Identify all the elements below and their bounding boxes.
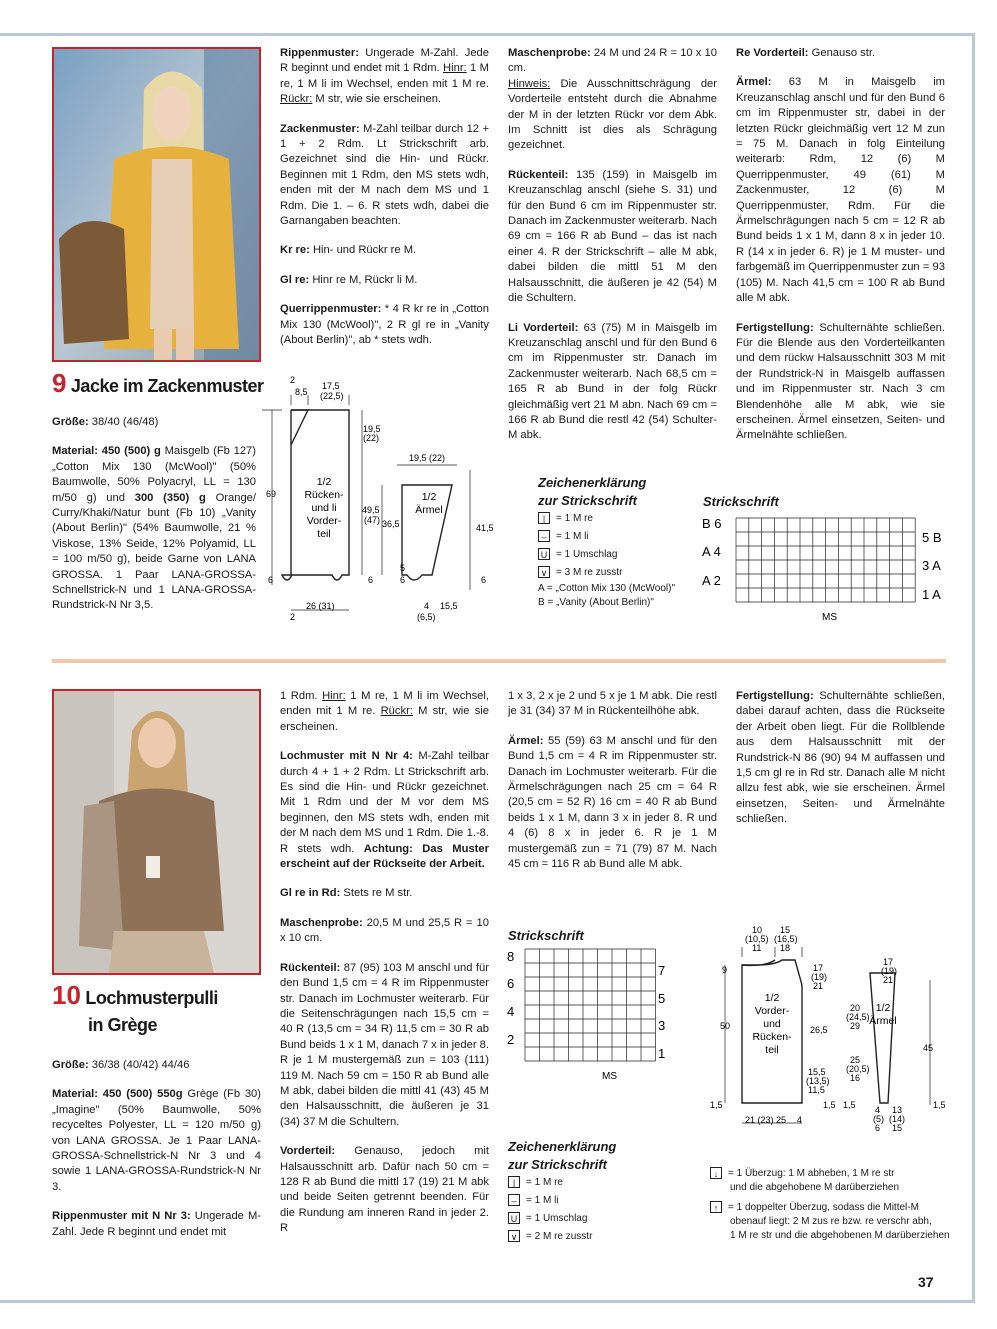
- legend-row: ∨ = 2 M re zusstr: [508, 1228, 616, 1246]
- knit-two-together-icon: ∨: [508, 1230, 520, 1242]
- purl-stitch-icon: –: [508, 1194, 520, 1206]
- svg-text:(24,5): (24,5): [846, 1012, 870, 1022]
- svg-text:(19): (19): [881, 966, 898, 976]
- svg-text:teil: teil: [317, 528, 331, 540]
- svg-text:1,5: 1,5: [843, 1100, 856, 1110]
- svg-text:Rücken-: Rücken-: [304, 489, 344, 501]
- svg-text:15,5: 15,5: [440, 601, 458, 611]
- svg-text:B 6: B 6: [702, 516, 722, 531]
- svg-text:11: 11: [752, 943, 762, 953]
- svg-text:8: 8: [507, 949, 515, 964]
- svg-text:1/2: 1/2: [316, 476, 332, 488]
- svg-text:45: 45: [923, 1043, 934, 1053]
- svg-text:Ärmel: Ärmel: [415, 504, 443, 516]
- knit-stitch-icon: |: [508, 1176, 520, 1188]
- svg-text:(14): (14): [889, 1114, 906, 1124]
- svg-text:15: 15: [892, 1123, 903, 1133]
- svg-text:(20,5): (20,5): [846, 1064, 870, 1074]
- svg-text:18: 18: [780, 943, 791, 953]
- svg-text:(16,5): (16,5): [774, 934, 798, 944]
- svg-text:13: 13: [892, 1105, 903, 1115]
- svg-text:(22,5): (22,5): [320, 391, 344, 401]
- svg-text:10: 10: [752, 925, 763, 935]
- svg-text:A 2: A 2: [702, 573, 721, 588]
- svg-text:(47): (47): [364, 515, 381, 525]
- svg-text:(5): (5): [873, 1114, 884, 1124]
- svg-text:1: 1: [658, 1046, 666, 1061]
- slip-stitch-decrease-icon: ↓: [710, 1167, 722, 1179]
- p10-legend: Zeichenerklärung zur Strickschrift | = 1 M re – = 1 M li U = 1 Umschlag ∨ = 2 M re zusstr: [508, 1138, 616, 1246]
- p9-chart-title: Strickschrift: [703, 494, 779, 509]
- svg-text:1 A: 1 A: [922, 587, 941, 602]
- svg-text:8,5: 8,5: [295, 387, 308, 397]
- svg-text:36,5: 36,5: [382, 519, 400, 529]
- svg-text:6: 6: [400, 575, 406, 585]
- svg-text:und li: und li: [311, 502, 337, 514]
- p10-knitting-chart: [505, 945, 675, 1085]
- svg-text:16: 16: [850, 1073, 861, 1083]
- svg-text:2: 2: [290, 612, 296, 622]
- svg-text:21: 21: [813, 981, 824, 991]
- legend-row: – = 1 M li: [538, 528, 675, 546]
- svg-text:Ärmel: Ärmel: [869, 1015, 897, 1027]
- p9-column-3: Maschenprobe: 24 M und 24 R = 10 x 10 cm. Hinweis: Die Ausschnittschrägung der Vorderteile entsteht durch die Abnahme der M in der letzten Rückr vor dem Abk. Im Schnitt ist dies als Schrägung gezeichnet. Rückenteil: 135 (159) in Maisgelb im Kreuzanschlag anschl (siehe S. 31) und für den Bund 6 cm im Rippenmuster str. Danach im Zackenmuster weiterarb. Nach 69 cm = 166 R ab Bund – das ist nach einer 4. R der Strickschrift – alle M abk, dabei bilden die mittl 51 M den Halsausschnitt, die äußeren je 42 (54) M die Schultern. Li Vorderteil: 63 (75) M in Maisgelb im Kreuzanschlag anschl und für den Bund 6 cm im Rippenmuster str. Danach im Zackenmuster weiterarb. Nach 68,5 cm = 165 R ab Bund in der folg Rückr gleichmäßig vert 21 M abn. Nach 69 cm = 166 R ab Bund die restl 42 (54) Schulter-M abk.: [508, 47, 718, 442]
- page-frame-top: [0, 33, 975, 36]
- svg-text:50: 50: [720, 1021, 731, 1031]
- svg-text:6: 6: [875, 1123, 881, 1133]
- page-frame-bottom: [0, 1300, 975, 1303]
- p9-column-2: Rippenmuster: Ungerade M-Zahl. Jede R beginnt und endet mit 1 Rdm. Hinr: 1 M re, 1 M li im Wechsel, enden mit 1 M re. Rückr: M str, wie sie erscheinen. Zackenmuster: M-Zahl teilbar durch 12 + 1 + 2 Rdm. Lt Strickschrift arb. Gezeichnet sind die Hin- und Rückr. Beginnen mit 1 Rdm, den MS stets wdh, enden mit der M nach dem MS und 1 Rdm. Die 1. – 6. R stets wdh, dabei die Garnangaben beachten. Kr re: Hin- und Rückr re M. Gl re: Hinr re M, Rückr li M. Querrippenmuster: * 4 R kr re in „Cotton Mix 130 (McWool)", 2 R gl re in „Vanity (About Berlin)", ab * stets wdh.: [280, 47, 489, 347]
- p9-knitting-chart: [700, 510, 950, 625]
- svg-text:(19): (19): [811, 972, 828, 982]
- p10-legend-right: ↓ = 1 Überzug: 1 M abheben, 1 M re str und die abgehobene M darüberziehen ↑ = 1 doppelter Überzug, sodass die Mittel-M obenauf liegt: 2 M zus re bzw. re verschr abh, 1 M re str und die abgehobenen M darüberziehen: [710, 1167, 950, 1243]
- legend-row: U = 1 Umschlag: [508, 1210, 616, 1228]
- svg-text:19,5: 19,5: [363, 424, 381, 434]
- photo-pullover: [52, 689, 261, 975]
- svg-text:1/2: 1/2: [421, 491, 437, 503]
- svg-text:6: 6: [481, 575, 487, 585]
- svg-text:teil: teil: [765, 1044, 779, 1056]
- svg-text:69: 69: [266, 489, 277, 499]
- svg-text:11,5: 11,5: [808, 1085, 825, 1095]
- svg-text:7: 7: [658, 963, 666, 978]
- svg-text:(22): (22): [363, 433, 380, 443]
- p9-column-1: Größe: 38/40 (46/48) Material: 450 (500) g Maisgelb (Fb 127) „Cotton Mix 130 (McWool)" (50% Baumwolle, 50% Polyacryl, LL = 130 m/50 g) und 300 (350) g Orange/ Curry/Khaki/Natur bunt (Fb 10) „Vanity (About Berlin)" (54% Baumwolle, 21 % Viskose, 13% Seide, 12% Polyamid, LL = 100 m/50 g), beide Garne von LANA GROSSA. 1 Paar LANA-GROSSA-Schnellstrick-N und 1 LANA-GROSSA-Rundstrick-N Nr 3,5.: [52, 416, 256, 612]
- legend-row: | = 1 M re: [538, 510, 675, 528]
- pattern-10-title: 10 Lochmusterpulli in Grège: [52, 980, 218, 1035]
- svg-text:(13,5): (13,5): [806, 1076, 830, 1086]
- p9-schematic: [262, 375, 502, 625]
- svg-text:15,5: 15,5: [808, 1067, 826, 1077]
- svg-text:Rücken-: Rücken-: [752, 1031, 792, 1043]
- svg-text:3 A: 3 A: [922, 558, 941, 573]
- svg-text:21: 21: [883, 975, 894, 985]
- legend-row: | = 1 M re: [508, 1174, 616, 1192]
- svg-text:MS: MS: [602, 1071, 617, 1082]
- svg-text:4: 4: [875, 1105, 881, 1115]
- svg-text:4: 4: [424, 601, 430, 611]
- double-decrease-icon: ↑: [710, 1201, 722, 1213]
- legend-row: – = 1 M li: [508, 1192, 616, 1210]
- svg-text:26 (31): 26 (31): [306, 601, 335, 611]
- svg-text:17,5: 17,5: [322, 381, 340, 391]
- pattern-number: 9: [52, 368, 67, 398]
- p9-column-4: Re Vorderteil: Genauso str. Ärmel: 63 M in Maisgelb im Kreuzanschlag anschl und für den Bund 6 cm im Rippenmuster str, dabei in der letzten Rückr gleichmäßig vert 12 M zun = 75 M. Danach in folg Einteilung weiterarb: Rdm, 12 (6) M Querrippenmuster, 49 (61) M Zackenmuster, 12 (6) M Querrippenmuster, Rdm. Für die Ärmelschrägungen nach 5 cm = 12 R ab Bund beids 1 x 1 M, dann 8 x in jeder 10. R (14 x in jeder 6. R) je 1 M muster- und farbgemäß im Querrippenmuster zun = 93 (105) M. Nach 41,5 cm = 100 R ab Bund alle M abk. Fertigstellung: Schulternähte schließen. Für die Blende aus den Vorderteilkanten und dem rückw Halsausschnitt 303 M mit der Rundstrick-N in Maisgelb auffassen und im Rippenmuster str. Nach 3 cm Blendenhöhe alle M abk, wie sie erscheinen. Ärmel einsetzen, Seiten- und Ärmelnähte schließen.: [736, 47, 945, 442]
- svg-text:1,5: 1,5: [823, 1100, 836, 1110]
- legend-row: ∨ = 3 M re zusstr: [538, 564, 675, 582]
- section-divider: [52, 659, 946, 663]
- svg-text:49,5: 49,5: [362, 505, 380, 515]
- p10-column-3: 1 x 3, 2 x je 2 und 5 x je 1 M abk. Die restl je 31 (34) 37 M in Rückenteilhöhe abk. Ärmel: 55 (59) 63 M anschl und für den Bund 1,5 cm = 4 R im Rippenmuster str. Danach im Lochmuster weiterarb. Für die Ärmelschrägungen nach 25 cm = 64 R (20,5 cm = 52 R) 16 cm = 40 R ab Bund beids 1 x 1 M, dann 3 x in jeder 8. R und 4 (6) 8 x in jeder 6. R je 1 M mustergemäß zun = 71 (79) 87 M. Nach 45 cm = 116 R ab Bund alle M abk.: [508, 690, 717, 871]
- photo-jacket: [52, 47, 261, 362]
- svg-text:6: 6: [368, 575, 374, 585]
- svg-text:5: 5: [400, 563, 406, 573]
- svg-text:21 (23) 25: 21 (23) 25: [745, 1115, 787, 1125]
- svg-text:1/2: 1/2: [764, 992, 780, 1004]
- purl-stitch-icon: –: [538, 530, 550, 542]
- svg-text:19,5 (22): 19,5 (22): [409, 453, 446, 463]
- page-number: 37: [918, 1274, 934, 1290]
- svg-text:1/2: 1/2: [875, 1002, 891, 1014]
- svg-text:5 B: 5 B: [922, 530, 942, 545]
- svg-text:5: 5: [658, 991, 666, 1006]
- p10-column-1: Größe: 36/38 (40/42) 44/46 Material: 450 (500) 550g Grège (Fb 30) „Imagine" (50% Baumwolle, 50% recyceltes Polyester, LL = 120 m/50 g) von LANA GROSSA. Je 1 Paar LANA-GROSSA-Schnellstrick-N Nr 3 und 4 sowie 1 LANA-GROSSA-Rundstrick-N Nr 3. Rippenmuster mit N Nr 3: Ungerade M-Zahl. Jede R beginnt und endet mit: [52, 1059, 262, 1238]
- p9-legend: Zeichenerklärung zur Strickschrift | = 1 M re – = 1 M li U = 1 Umschlag ∨ = 3 M re zusstr A = „Cotton Mix 130 (McWool)" B = „Vanity (About Berlin)": [538, 475, 676, 608]
- svg-text:29: 29: [850, 1021, 861, 1031]
- svg-text:20: 20: [850, 1003, 861, 1013]
- svg-text:6: 6: [507, 976, 515, 991]
- p10-column-2: 1 Rdm. Hinr: 1 M re, 1 M li im Wechsel, enden mit 1 M re. Rückr: M str, wie sie erscheinen. Lochmuster mit N Nr 4: M-Zahl teilbar durch 4 + 1 + 2 Rdm. Lt Strickschrift arb. Es sind die Hin- und Rückr gezeichnet. Mit 1 Rdm und der M vor dem MS beginnen, den MS stets wdh, enden mit der M nach dem MS und 1 Rdm. Die 1.-8. R stets wdh. Achtung: Das Muster erscheint auf der Rückseite der Arbeit. Gl re in Rd: Stets re M str. Maschenprobe: 20,5 M und 25,5 R = 10 x 10 cm. Rückenteil: 87 (95) 103 M anschl und für den Bund 1,5 cm = 4 R im Rippenmuster str. Danach im Lochmuster weiterarb. Für die Seitenschrägungen nach 15,5 cm = 40 R (13,5 cm = 34 R) 11,5 cm = 30 R ab Bund beids 1 x 1 M, danach 7 x in jeder 8. R je 1 M mustergemäß zun = 103 (111) 119 M. Nach 59 cm = 150 R ab Bund alle M abk, dabei bilden die mittl 41 (43) 45 M den Halsausschnitt, die äußeren je 31 (34) 37 M die Schultern. Vorderteil: Genauso, jedoch mit Halsausschnitt arb. Dafür nach 50 cm = 128 R ab Bund die mittl 17 (19) 21 M abk und beide Seiten getrennt beenden. Für die Rundung am inneren Rand in jeder 2. R: [280, 690, 490, 1235]
- svg-text:1,5: 1,5: [933, 1100, 946, 1110]
- p10-schematic: [705, 925, 955, 1140]
- svg-text:6: 6: [268, 575, 274, 585]
- svg-text:Vorder-: Vorder-: [754, 1005, 790, 1017]
- page-frame-right: [972, 33, 975, 1303]
- p10-chart-title: Strickschrift: [508, 928, 584, 943]
- svg-text:17: 17: [813, 963, 824, 973]
- svg-text:15: 15: [780, 925, 791, 935]
- pattern-number: 10: [52, 980, 81, 1010]
- pattern-title: Jacke im Zackenmuster: [70, 376, 264, 396]
- svg-text:(10,5): (10,5): [745, 934, 769, 944]
- svg-text:4: 4: [507, 1004, 515, 1019]
- yarn-over-icon: U: [508, 1212, 520, 1224]
- svg-text:25: 25: [850, 1055, 861, 1065]
- svg-text:17: 17: [883, 957, 894, 967]
- svg-text:und: und: [763, 1018, 781, 1030]
- svg-text:A 4: A 4: [702, 544, 721, 559]
- svg-text:MS: MS: [822, 612, 837, 623]
- knit-three-together-icon: ∨: [538, 566, 550, 578]
- svg-text:26,5: 26,5: [810, 1025, 828, 1035]
- knit-stitch-icon: |: [538, 512, 550, 524]
- svg-text:2: 2: [290, 375, 296, 385]
- svg-text:4: 4: [797, 1115, 803, 1125]
- yarn-over-icon: U: [538, 548, 550, 560]
- svg-text:Vorder-: Vorder-: [306, 515, 342, 527]
- svg-text:(6,5): (6,5): [417, 612, 436, 622]
- pattern-9-title: [52, 368, 264, 399]
- p10-column-4: Fertigstellung: Schulternähte schließen, dabei darauf achten, dass die Rückseite der Arbeit oben liegt. Für die Rollblende aus dem Halsausschnitt mit der Rundstrick-N 86 (90) 94 M auffassen und 1,5 cm gl re in Rd str. Danach alle M nicht allzu fest abk, wie sie erscheinen. Ärmel einsetzen, Seiten- und Ärmelnähte schließen.: [736, 690, 945, 826]
- legend-row: U = 1 Umschlag: [538, 546, 675, 564]
- svg-text:41,5: 41,5: [476, 523, 494, 533]
- svg-text:3: 3: [658, 1018, 666, 1033]
- svg-text:9: 9: [722, 965, 728, 975]
- svg-text:2: 2: [507, 1032, 515, 1047]
- svg-text:1,5: 1,5: [710, 1100, 723, 1110]
